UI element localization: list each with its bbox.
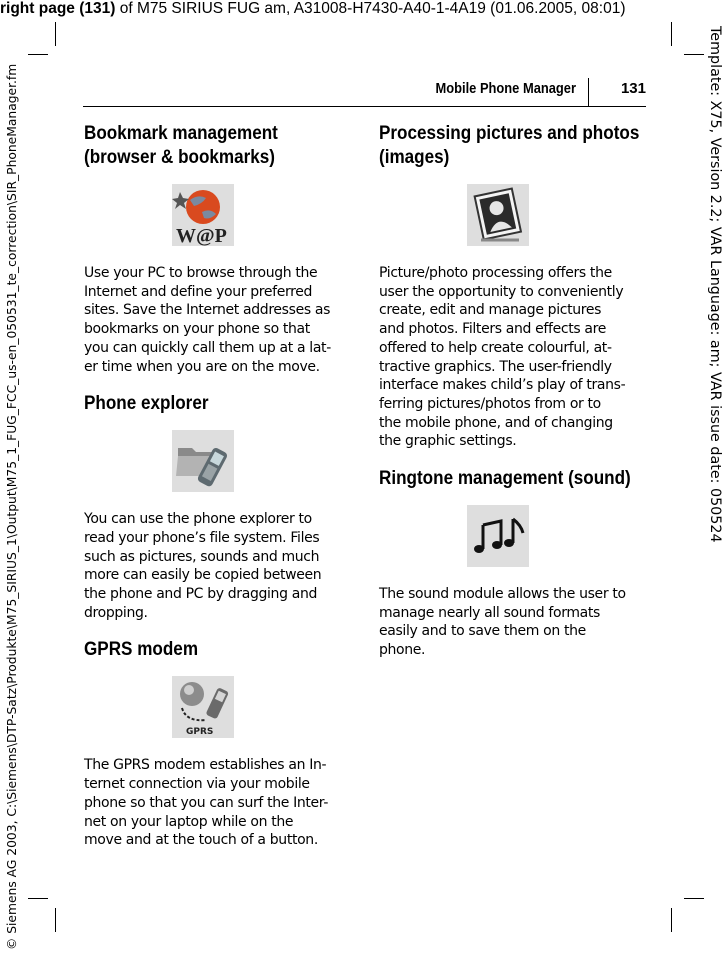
bookmark-heading	[84, 122, 325, 170]
pictures-description	[379, 264, 647, 451]
text-line: read your phone’s file system. Files	[84, 529, 320, 546]
crop-mark	[28, 54, 48, 55]
gprs-description	[84, 756, 352, 850]
heading-line: Phone explorer	[84, 393, 209, 415]
text-line: the mobile phone, and of changing	[379, 414, 613, 431]
text-line: You can use the phone explorer to	[84, 511, 312, 528]
pictures-heading	[379, 122, 640, 170]
text-line: er time when you are on the move.	[84, 358, 320, 375]
text-line: create, edit and manage pictures	[379, 302, 602, 319]
gprs-icon-label: GPRS	[186, 727, 214, 738]
text-line: you can quickly call them up at a lat-	[84, 339, 331, 356]
text-line: ferring pictures/photos from or to	[379, 395, 601, 412]
text-line: the graphic settings.	[379, 433, 517, 450]
heading-line: Processing pictures and photos	[379, 123, 640, 144]
heading-line: Ringtone management (sound)	[379, 468, 631, 490]
crop-mark	[684, 898, 704, 899]
page-number: 131	[620, 80, 646, 97]
text-line: move and at the touch of a button.	[84, 832, 318, 849]
photo-portrait-icon	[467, 184, 529, 246]
text-line: offered to help create colourful, at-	[379, 339, 612, 356]
text-line: more can easily be copied between	[84, 567, 322, 584]
gprs-globe-phone-icon	[172, 676, 234, 738]
heading-line: (browser & bookmarks)	[84, 147, 276, 168]
crop-mark	[684, 54, 704, 55]
text-line: and photos. Filters and effects are	[379, 321, 606, 338]
bookmark-description	[84, 264, 352, 376]
text-line: ternet connection via your mobile	[84, 776, 310, 793]
crop-mark	[55, 908, 56, 932]
left-column	[84, 122, 352, 850]
explorer-heading	[84, 392, 325, 416]
text-line: net on your laptop while on the	[84, 813, 294, 830]
text-line: The sound module allows the user to	[379, 586, 626, 603]
text-line: interface makes child’s play of trans-	[379, 377, 626, 394]
text-line: phone so that you can surf the Inter-	[84, 794, 329, 811]
print-info-page: right page (131)	[0, 0, 116, 17]
text-line: user the opportunity to conveniently	[379, 283, 624, 300]
gprs-heading	[84, 638, 325, 662]
heading-line: GPRS modem	[84, 639, 199, 661]
copyright-path: © Siemens AG 2003, C:\Siemens\DTP-Satz\Produkte\M75_SIRIUS_1\Output\M75_1_FUG_FCC_us-en_050531_te_correction\SIR_PhoneManager.fm	[5, 63, 19, 950]
crop-mark	[55, 22, 56, 46]
text-line: bookmarks on your phone so that	[84, 321, 310, 338]
text-line: phone.	[379, 642, 426, 659]
right-column	[379, 122, 647, 660]
folder-phone-icon	[172, 430, 234, 492]
text-line: sites. Save the Internet addresses as	[84, 302, 331, 319]
svg-text:W@P: W@P	[176, 225, 227, 246]
text-line: such as pictures, sounds and much	[84, 548, 320, 565]
text-line: tractive graphics. The user-friendly	[379, 358, 612, 375]
crop-mark	[671, 908, 672, 932]
ringtone-heading	[379, 467, 631, 491]
crop-mark	[671, 22, 672, 46]
music-notes-icon	[467, 505, 529, 567]
text-line: Picture/photo processing offers the	[379, 265, 612, 281]
text-line: The GPRS modem establishes an In-	[84, 757, 327, 774]
print-info-line	[0, 0, 727, 22]
header-rule	[83, 106, 646, 107]
header-separator	[588, 78, 589, 106]
template-info: Template: X75, Version 2.2; VAR Language: am; VAR issue date: 050524	[707, 26, 723, 543]
print-info-details: of M75 SIRIUS FUG am, A31008-H7430-A40-1-4A19 (01.06.2005, 08:01)	[115, 0, 626, 17]
text-line: manage nearly all sound formats	[379, 604, 600, 621]
wap-globe-icon	[172, 184, 234, 246]
heading-line: (images)	[379, 147, 450, 168]
text-line: the phone and PC by dragging and	[84, 586, 318, 603]
text-line: dropping.	[84, 604, 148, 621]
crop-mark	[28, 898, 48, 899]
text-line: easily and to save them on the	[379, 623, 586, 640]
ringtone-description	[379, 585, 647, 660]
heading-line: Bookmark management	[84, 123, 278, 144]
explorer-description	[84, 510, 352, 622]
text-line: Use your PC to browse through the	[84, 265, 318, 281]
text-line: Internet and define your preferred	[84, 283, 313, 300]
running-header-title: Mobile Phone Manager	[435, 80, 576, 97]
